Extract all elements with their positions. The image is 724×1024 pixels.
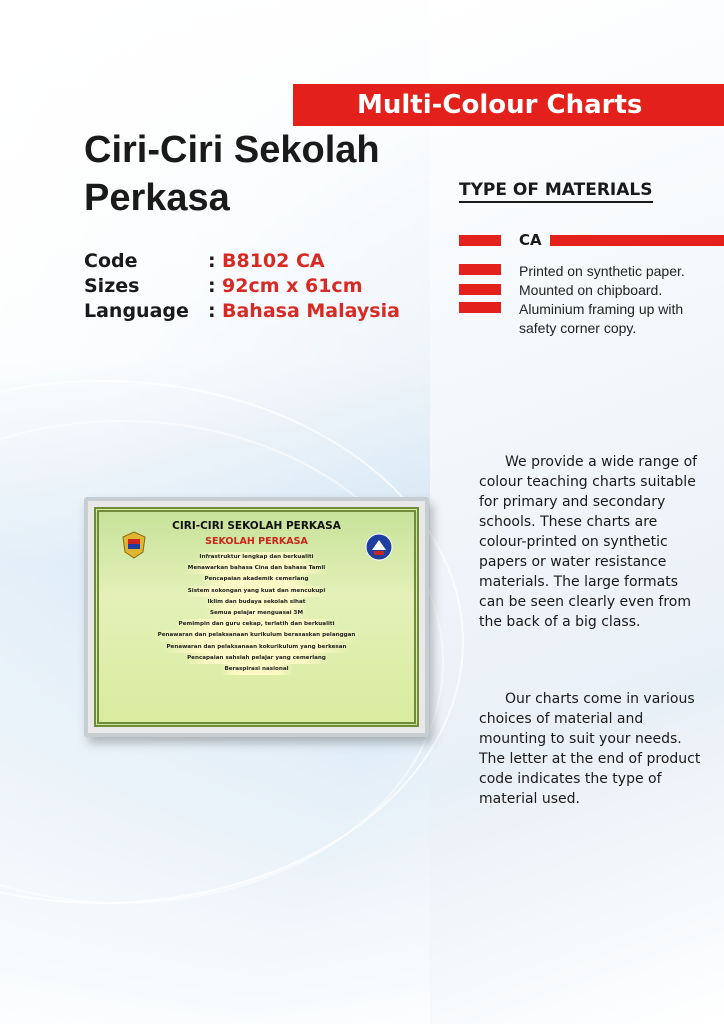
chart-image-item-text: Menawarkan bahasa Cina dan bahasa Tamil xyxy=(184,563,329,574)
chart-image-item xyxy=(109,619,404,630)
material-line: safety corner copy. xyxy=(519,320,637,336)
description-paragraph-2: Our charts come in various choices of material and mounting to suit your needs. The letter at the end of product code indicates the type of material used. xyxy=(479,691,701,807)
chart-image-item xyxy=(109,630,404,641)
chart-product-image xyxy=(84,497,429,737)
product-title xyxy=(84,126,434,222)
chart-image-item xyxy=(109,552,404,563)
materials-heading: TYPE OF MATERIALS xyxy=(459,180,653,203)
chart-image-item-text: Pemimpin dan guru cekap, terlatih dan berkualiti xyxy=(175,619,339,630)
material-type-label: CA xyxy=(519,231,542,249)
material-line: Mounted on chipboard. xyxy=(519,282,663,298)
spec-key: Language xyxy=(84,300,189,322)
chart-image-item-text: Semua pelajar menguasai 3M xyxy=(206,608,307,619)
red-bar-divider xyxy=(550,235,724,246)
spec-key: Sizes xyxy=(84,275,140,297)
chart-image-item-text: Iklim dan budaya sekolah sihat xyxy=(204,597,310,608)
chart-image-item xyxy=(109,653,404,664)
chart-image-item xyxy=(109,664,404,675)
description-paragraph-1: We provide a wide range of colour teaching charts suitable for primary and secondary schools. These charts are colour-printed on synthetic papers or water resistance materials. The large formats can be seen clearly even from the back of a big class. xyxy=(479,454,698,630)
red-bar-marker xyxy=(459,284,501,295)
category-banner-label: Multi-Colour Charts xyxy=(357,90,643,120)
spec-value: Bahasa Malaysia xyxy=(222,300,400,322)
spec-value: 92cm x 61cm xyxy=(222,275,363,297)
chart-image-item xyxy=(109,586,404,597)
chart-image-item xyxy=(109,597,404,608)
chart-board-surface xyxy=(94,507,419,727)
chart-image-item-text: Beraspirasi nasional xyxy=(220,664,292,675)
spec-key: Code xyxy=(84,250,138,272)
chart-image-item-text: Sistem sokongan yang kuat dan mencukupi xyxy=(184,586,329,597)
chart-image-item-text: Penawaran dan pelaksanaan kokurikulum yang berkesan xyxy=(162,642,350,653)
chart-image-item xyxy=(109,608,404,619)
chart-image-list xyxy=(109,552,404,675)
chart-image-item-text: Pencapaian akademik cemerlang xyxy=(200,574,312,585)
product-title-line2: Perkasa xyxy=(84,177,230,219)
chart-image-item xyxy=(109,563,404,574)
product-title-line1: Ciri-Ciri Sekolah xyxy=(84,129,380,171)
chart-image-item-text: Pencapaian sahsiah pelajar yang cemerlang xyxy=(183,653,330,664)
material-line: Aluminium framing up with xyxy=(519,301,684,317)
chart-image-title: CIRI-CIRI SEKOLAH PERKASA xyxy=(172,520,341,532)
chart-image-item-text: Infrastruktur lengkap dan berkualiti xyxy=(195,552,317,563)
spec-separator: : xyxy=(208,300,216,322)
spec-value: B8102 CA xyxy=(222,250,325,272)
chart-image-item-text: Penawaran dan pelaksanaan kurikulum berasaskan pelanggan xyxy=(154,630,360,641)
material-line: Printed on synthetic paper. xyxy=(519,263,685,279)
category-banner xyxy=(293,84,724,126)
spec-separator: : xyxy=(208,275,216,297)
chart-image-item xyxy=(109,642,404,653)
chart-image-subtitle: SEKOLAH PERKASA xyxy=(205,536,308,547)
chart-image-item xyxy=(109,574,404,585)
spec-separator: : xyxy=(208,250,216,272)
red-bar-marker xyxy=(459,235,501,246)
red-bar-marker xyxy=(459,302,501,313)
red-bar-marker xyxy=(459,264,501,275)
